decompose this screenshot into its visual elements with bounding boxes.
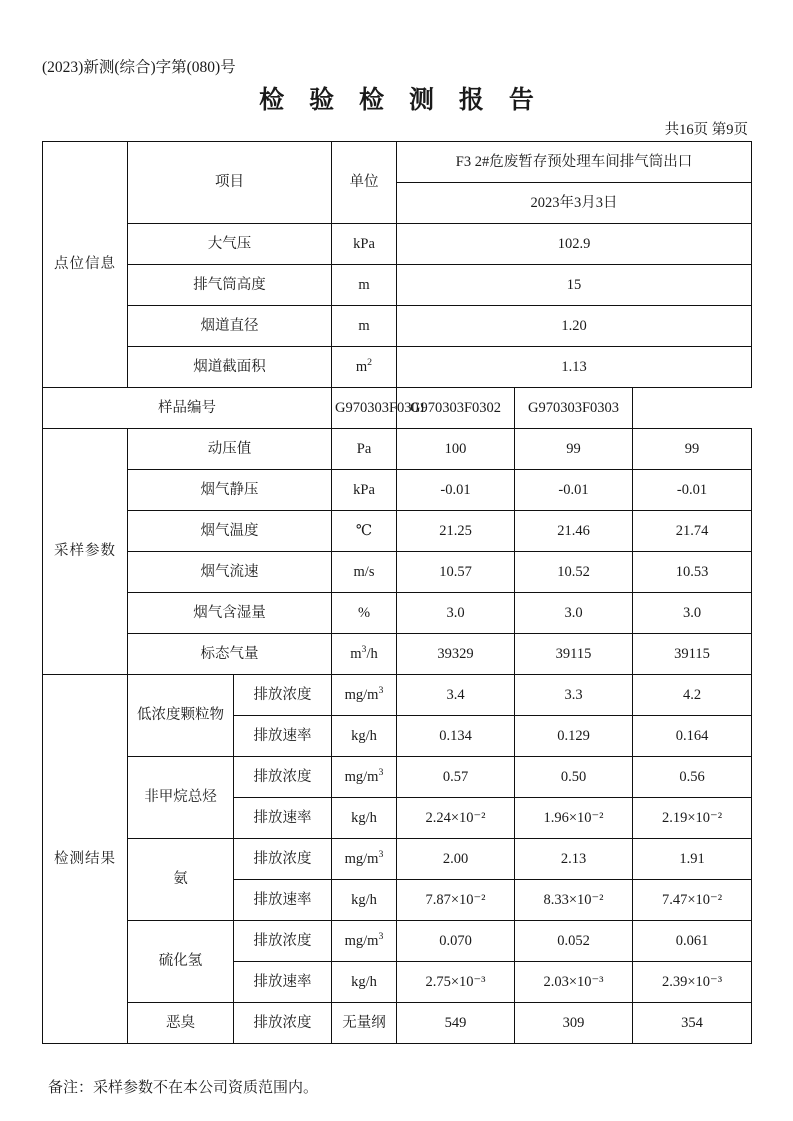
- table-row: [43, 1003, 752, 1044]
- unit-exponent: 3: [378, 767, 384, 779]
- result-metric-label: 排放浓度: [234, 757, 332, 798]
- row-unit: ℃: [332, 511, 397, 552]
- row-value-1: 549: [397, 1003, 515, 1044]
- row-item-label: 烟道截面积: [128, 347, 332, 388]
- row-unit: kg/h: [332, 716, 397, 757]
- result-group-label: 恶臭: [128, 1003, 234, 1044]
- row-value-2: 39115: [515, 634, 633, 675]
- row-item-label: 烟气含湿量: [128, 593, 332, 634]
- section-label-test-results: 检测结果: [43, 675, 128, 1044]
- row-unit: [332, 634, 397, 675]
- row-unit: Pa: [332, 429, 397, 470]
- row-value-2: 2.03×10⁻³: [515, 962, 633, 1003]
- report-table: [42, 141, 752, 1044]
- table-row: [43, 634, 752, 675]
- row-unit: kg/h: [332, 798, 397, 839]
- row-item-label: 烟气流速: [128, 552, 332, 593]
- row-value-1: 39329: [397, 634, 515, 675]
- row-value-2: 0.052: [515, 921, 633, 962]
- table-row: [43, 224, 752, 265]
- row-value-3: 0.164: [633, 716, 752, 757]
- table-row-head-site: [43, 142, 752, 183]
- result-group-label: 氨: [128, 839, 234, 921]
- row-unit: m: [332, 306, 397, 347]
- result-metric-label: 排放速率: [234, 962, 332, 1003]
- table-row: [43, 429, 752, 470]
- unit-base: mg/m: [344, 686, 379, 703]
- unit-base: mg/m: [344, 850, 379, 867]
- row-unit: kPa: [332, 224, 397, 265]
- unit-exponent: 3: [378, 931, 384, 943]
- row-value-3: 4.2: [633, 675, 752, 716]
- row-unit: 无量纲: [332, 1003, 397, 1044]
- column-header-item: 项目: [128, 142, 332, 224]
- sample-number-1: G970303F0301: [332, 388, 397, 429]
- sample-number-label: 样品编号: [43, 388, 332, 429]
- row-value-3: 2.39×10⁻³: [633, 962, 752, 1003]
- result-metric-label: 排放浓度: [234, 1003, 332, 1044]
- row-item-label: 标态气量: [128, 634, 332, 675]
- row-value-2: 99: [515, 429, 633, 470]
- sample-number-3: G970303F0303: [515, 388, 633, 429]
- result-group-label: 低浓度颗粒物: [128, 675, 234, 757]
- unit-base: mg/m: [344, 932, 379, 949]
- row-value-2: 8.33×10⁻²: [515, 880, 633, 921]
- row-value-3: 354: [633, 1003, 752, 1044]
- row-value-3: -0.01: [633, 470, 752, 511]
- table-row: [43, 839, 752, 880]
- table-row: [43, 593, 752, 634]
- footnote: 备注：采样参数不在本公司资质范围内。: [48, 1080, 319, 1096]
- row-unit: kPa: [332, 470, 397, 511]
- row-value-1: 7.87×10⁻²: [397, 880, 515, 921]
- row-value-2: 1.96×10⁻²: [515, 798, 633, 839]
- row-value: 15: [397, 265, 752, 306]
- row-unit: [332, 839, 397, 880]
- row-item-label: 烟道直径: [128, 306, 332, 347]
- document-number: (2023)新测(综合)字第(080)号: [42, 59, 236, 76]
- row-value-3: 99: [633, 429, 752, 470]
- page-count-indicator: 共16页 第9页: [664, 122, 748, 138]
- row-value-2: 2.13: [515, 839, 633, 880]
- row-unit: m/s: [332, 552, 397, 593]
- row-unit: kg/h: [332, 880, 397, 921]
- row-value: 1.20: [397, 306, 752, 347]
- result-metric-label: 排放浓度: [234, 839, 332, 880]
- table-row: [43, 552, 752, 593]
- table-row: [43, 470, 752, 511]
- row-value-2: 21.46: [515, 511, 633, 552]
- result-group-label: 非甲烷总烃: [128, 757, 234, 839]
- unit-tail: /h: [366, 645, 378, 662]
- row-value-2: 0.129: [515, 716, 633, 757]
- row-value-1: 3.4: [397, 675, 515, 716]
- unit-exponent: 3: [361, 644, 367, 656]
- row-value-1: 100: [397, 429, 515, 470]
- row-value-3: 10.53: [633, 552, 752, 593]
- row-value-1: 21.25: [397, 511, 515, 552]
- row-item-label: 烟气静压: [128, 470, 332, 511]
- table-row-sample-numbers: [43, 388, 752, 429]
- unit-exponent: 2: [367, 357, 373, 369]
- row-value-2: 309: [515, 1003, 633, 1044]
- unit-base: m: [350, 645, 362, 662]
- row-value-1: 0.57: [397, 757, 515, 798]
- table-row: [43, 265, 752, 306]
- row-value-1: 0.134: [397, 716, 515, 757]
- unit-exponent: 3: [378, 685, 384, 697]
- sample-number-2: G970303F0302: [397, 388, 515, 429]
- row-value-1: -0.01: [397, 470, 515, 511]
- table-row: [43, 347, 752, 388]
- sample-date-cell: 2023年3月3日: [397, 183, 752, 224]
- table-row: [43, 757, 752, 798]
- result-metric-label: 排放浓度: [234, 921, 332, 962]
- row-value-2: -0.01: [515, 470, 633, 511]
- row-value-2: 0.50: [515, 757, 633, 798]
- column-header-unit: 单位: [332, 142, 397, 224]
- row-value: 102.9: [397, 224, 752, 265]
- row-unit: kg/h: [332, 962, 397, 1003]
- result-metric-label: 排放浓度: [234, 675, 332, 716]
- row-value-1: 0.070: [397, 921, 515, 962]
- unit-exponent: 3: [378, 849, 384, 861]
- unit-base: mg/m: [344, 768, 379, 785]
- row-value-3: 1.91: [633, 839, 752, 880]
- report-table-body: [43, 142, 752, 1044]
- unit-base: m: [355, 358, 368, 375]
- row-value-3: 39115: [633, 634, 752, 675]
- table-row: [43, 511, 752, 552]
- section-label-sampling-params: 采样参数: [43, 429, 128, 675]
- result-metric-label: 排放速率: [234, 880, 332, 921]
- row-item-label: 动压值: [128, 429, 332, 470]
- row-value-3: 21.74: [633, 511, 752, 552]
- row-unit: [332, 347, 397, 388]
- section-label-site-info: 点位信息: [43, 142, 128, 388]
- result-group-label: 硫化氢: [128, 921, 234, 1003]
- row-value-3: 0.061: [633, 921, 752, 962]
- row-value-3: 2.19×10⁻²: [633, 798, 752, 839]
- row-value-1: 10.57: [397, 552, 515, 593]
- table-row: [43, 675, 752, 716]
- row-value-3: 7.47×10⁻²: [633, 880, 752, 921]
- row-unit: [332, 757, 397, 798]
- row-value-1: 2.75×10⁻³: [397, 962, 515, 1003]
- row-value-1: 2.24×10⁻²: [397, 798, 515, 839]
- table-row: [43, 921, 752, 962]
- row-item-label: 排气筒高度: [128, 265, 332, 306]
- row-value-2: 10.52: [515, 552, 633, 593]
- table-row: [43, 306, 752, 347]
- site-name-cell: F3 2#危废暂存预处理车间排气筒出口: [397, 142, 752, 183]
- row-unit: m: [332, 265, 397, 306]
- row-value: 1.13: [397, 347, 752, 388]
- row-value-2: 3.0: [515, 593, 633, 634]
- row-item-label: 烟气温度: [128, 511, 332, 552]
- row-unit: [332, 921, 397, 962]
- result-metric-label: 排放速率: [234, 716, 332, 757]
- page-title: 检 验 检 测 报 告: [259, 86, 543, 114]
- row-value-1: 3.0: [397, 593, 515, 634]
- row-value-3: 3.0: [633, 593, 752, 634]
- result-metric-label: 排放速率: [234, 798, 332, 839]
- row-value-1: 2.00: [397, 839, 515, 880]
- row-value-2: 3.3: [515, 675, 633, 716]
- row-unit: %: [332, 593, 397, 634]
- row-unit: [332, 675, 397, 716]
- row-item-label: 大气压: [128, 224, 332, 265]
- row-value-3: 0.56: [633, 757, 752, 798]
